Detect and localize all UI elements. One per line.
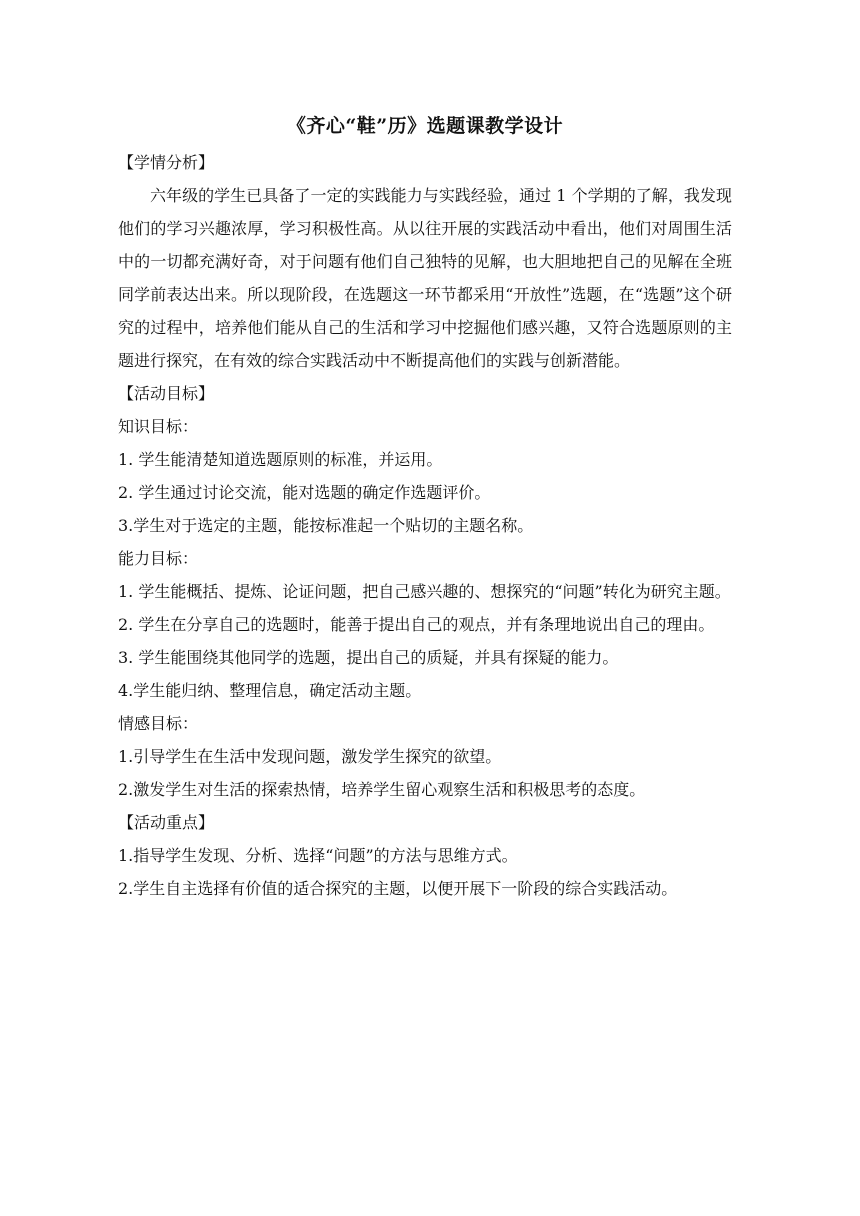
section-heading-activity-goals: 【活动目标】 [118, 384, 215, 403]
knowledge-goals-title: 知识目标： [118, 417, 199, 436]
activity-focus-item: 2.学生自主选择有价值的适合探究的主题，以便开展下一阶段的综合实践活动。 [118, 879, 678, 898]
knowledge-goal-item: 2. 学生通过讨论交流，能对选题的确定作选题评价。 [118, 483, 491, 502]
learning-analysis-paragraph: 六年级的学生已具备了一定的实践能力与实践经验，通过 1 个学期的了解，我发现他们的学习兴趣浓厚，学习积极性高。从以往开展的实践活动中看出，他们对周围生活中的一切都充满好奇，对于问题有他们自己独特的见解，也大胆地把自己的见解在全班同学前表达出来。所以现阶段，在选题这一环节都采用“开放性”选题，在“选题”这个研究的过程中，培养他们能从自己的生活和学习中挖掘他们感兴趣，又符合选题原则的主题进行探究，在有效的综合实践活动中不断提高他们的实践与创新潜能。 [118, 186, 732, 370]
emotion-goal-item: 1.引导学生在生活中发现问题，激发学生探究的欲望。 [118, 747, 502, 766]
section-heading-learning-analysis: 【学情分析】 [118, 153, 215, 172]
ability-goal-item: 3. 学生能围绕其他同学的选题，提出自己的质疑，并具有探疑的能力。 [118, 648, 619, 667]
document-page [118, 112, 732, 905]
ability-goal-item: 4.学生能归纳、整理信息，确定活动主题。 [118, 681, 422, 700]
ability-goal-item: 2. 学生在分享自己的选题时，能善于提出自己的观点，并有条理地说出自己的理由。 [118, 615, 715, 634]
section-heading-activity-focus: 【活动重点】 [118, 813, 215, 832]
knowledge-goal-item: 3.学生对于选定的主题，能按标准起一个贴切的主题名称。 [118, 516, 534, 535]
emotion-goals-title: 情感目标： [118, 714, 199, 733]
emotion-goal-item: 2.激发学生对生活的探索热情，培养学生留心观察生活和积极思考的态度。 [118, 780, 646, 799]
ability-goals-title: 能力目标： [118, 549, 199, 568]
ability-goal-item: 1. 学生能概括、提炼、论证问题，把自己感兴趣的、想探究的“问题”转化为研究主题。 [118, 582, 731, 601]
knowledge-goal-item: 1. 学生能清楚知道选题原则的标准，并运用。 [118, 450, 443, 469]
activity-focus-item: 1.指导学生发现、分析、选择“问题”的方法与思维方式。 [118, 846, 518, 865]
document-title: 《齐心“鞋”历》选题课教学设计 [286, 115, 564, 137]
